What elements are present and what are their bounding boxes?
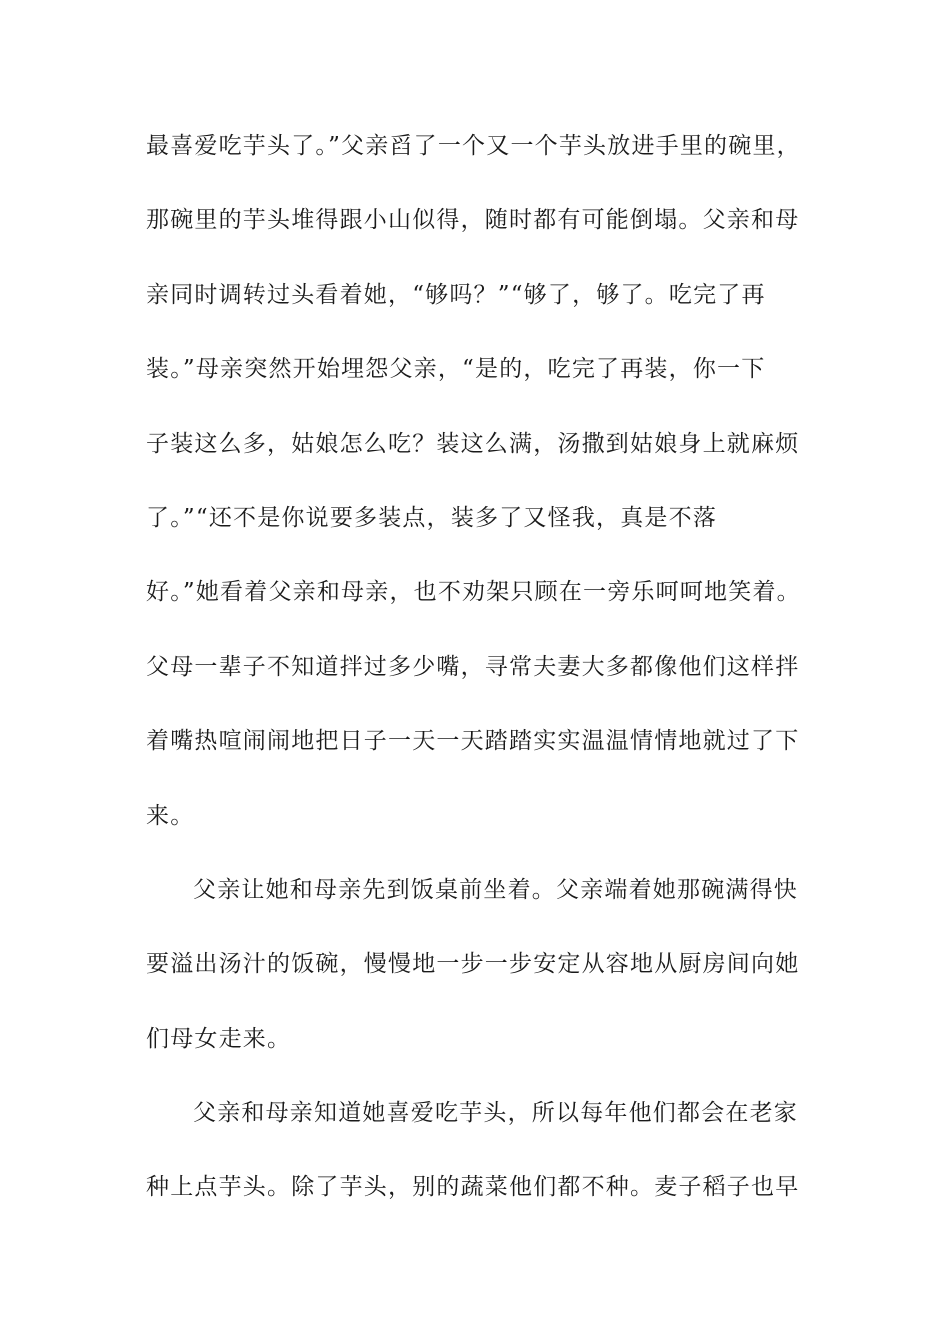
text-line: 着嘴热喧闹闹地把日子一天一天踏踏实实温温情情地就过了下 (146, 728, 800, 755)
paragraph-start-line: 父亲和母亲知道她喜爱吃芋头，所以每年他们都会在老家 (193, 1100, 798, 1127)
text-line: 最喜爱吃芋头了。”父亲舀了一个又一个芋头放进手里的碗里， (146, 133, 801, 159)
text-line: 要溢出汤汁的饭碗，慢慢地一步一步安定从容地从厨房间向她 (146, 951, 800, 978)
text-line: 了。”“还不是你说要多装点，装多了又怪我，真是不落 (146, 504, 718, 531)
text-line: 来。 (146, 802, 195, 829)
text-line: 子装这么多，姑娘怎么吃？装这么满，汤撒到姑娘身上就麻烦 (146, 430, 800, 457)
text-line: 种上点芋头。除了芋头，别的蔬菜他们都不种。麦子稻子也早 (146, 1174, 800, 1201)
text-line: 父母一辈子不知道拌过多少嘴，寻常夫妻大多都像他们这样拌 (146, 653, 800, 680)
body-text (146, 128, 806, 1244)
text-line: 那碗里的芋头堆得跟小山似得，随时都有可能倒塌。父亲和母 (146, 207, 800, 234)
text-line: 装。”母亲突然开始埋怨父亲，“是的，吃完了再装，你一下 (146, 356, 766, 383)
paragraph-start-line: 父亲让她和母亲先到饭桌前坐着。父亲端着她那碗满得快 (193, 876, 798, 903)
text-line: 亲同时调转过头看着她，“够吗？”“够了，够了。吃完了再 (146, 281, 766, 308)
text-line: 好。”她看着父亲和母亲，也不劝架只顾在一旁乐呵呵地笑着。 (146, 579, 801, 606)
text-line: 们母女走来。 (146, 1025, 292, 1052)
